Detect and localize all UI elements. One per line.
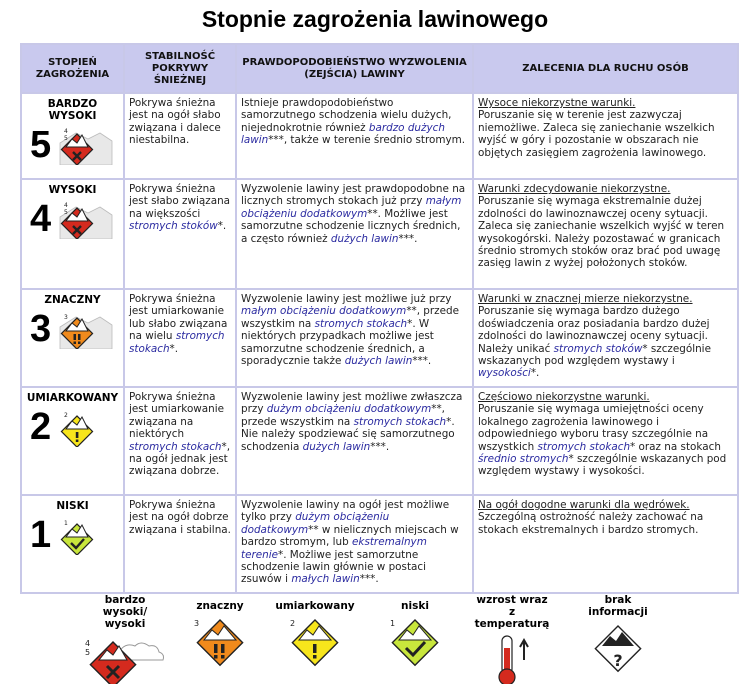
level-cell xyxy=(22,180,123,288)
danger-level-3-icon xyxy=(190,612,250,670)
level-number: 1 xyxy=(30,514,52,556)
level-cell xyxy=(22,496,123,592)
probability-cell: Wyzwolenie lawiny jest możliwe już przy małym obciążeniu dodatkowym**, przede wszystkim na stromych stokach*. W niektórych przypadkach możliwe jest samorzutne schodzenie średnich, a sporadycznie także dużych lawin***. xyxy=(237,290,472,386)
table-row xyxy=(22,94,737,178)
thermometer-icon xyxy=(462,630,562,684)
svg-text:2: 2 xyxy=(64,412,68,419)
legend-item xyxy=(380,594,450,674)
recommendation-cell: Warunki zdecydowanie niekorzystne. Poruszanie się wymaga ekstremalnie dużej zdolności do lawinoznawczej oceny sytuacji. Zaleca się zaniechanie wszelkich wyjść w teren wysokogórski. Należy pozostawać w granicach średnio stromych stoków oraz brać pod uwagę zasięg lawin z wyżej położonych stoków. xyxy=(474,180,737,288)
table-row xyxy=(22,290,737,386)
header-level: STOPIEŃ ZAGROŻENIA xyxy=(22,45,123,92)
stability-cell: Pokrywa śnieżna jest umiarkowanie lub słabo związana na wielu stromych stokach*. xyxy=(125,290,235,386)
legend-label: brak informacji xyxy=(588,594,648,618)
recommendation-cell: Warunki w znacznej mierze niekorzystne. Poruszanie się wymaga bardzo dużego doświadczenia oraz posiadania bardzo dużej zdolności do lawinoznawczej oceny sytuacji. Należy unikać stromych stoków* szczególnie wskazanych pod względem wystawy i wysokości*. xyxy=(474,290,737,386)
table-header-row xyxy=(22,45,737,92)
level-number: 3 xyxy=(30,308,52,350)
legend-item xyxy=(70,594,180,684)
header-recommendations: ZALECENIA DLA RUCHU OSÓB xyxy=(474,45,737,92)
level-name: BARDZO WYSOKI xyxy=(47,98,98,122)
legend-item xyxy=(462,594,562,684)
page-title: Stopnie zagrożenia lawinowego xyxy=(201,6,549,32)
danger-level-5-4-icon xyxy=(75,630,175,684)
table-row xyxy=(22,180,737,288)
svg-text:?: ? xyxy=(613,651,623,670)
recommendation-heading: Na ogół dogodne warunki dla wędrówek. xyxy=(478,499,690,511)
level-name: UMIARKOWANY xyxy=(26,392,119,404)
svg-text:4: 4 xyxy=(85,639,91,648)
svg-text:4: 4 xyxy=(64,202,68,209)
level-name: NISKI xyxy=(56,500,89,512)
legend-label: wzrost wraz z temperaturą xyxy=(474,594,550,630)
recommendation-cell: Częściowo niekorzystne warunki. Poruszanie się wymaga umiejętności oceny lokalnego zagrożenia lawinowego i odpowiedniego wyboru trasy szczególnie na wszystkich stromych stokach* oraz na stokach średnio stromych* szczególnie wskazanych pod względem wystawy i wysokości. xyxy=(474,388,737,494)
danger-level-2-icon xyxy=(270,612,360,670)
legend-label: znaczny xyxy=(196,600,244,612)
level-number: 2 xyxy=(30,406,52,448)
stability-cell: Pokrywa śnieżna jest na ogół dobrze związana i stabilna. xyxy=(125,496,235,592)
recommendation-cell: Wysoce niekorzystne warunki. Poruszanie się w terenie jest zazwyczaj niemożliwe. Zaleca się zaniechanie wszelkich wyjść w góry i pozostanie w obszarach nie objętych zasięgiem zagrożenia lawinowego. xyxy=(474,94,737,178)
svg-text:3: 3 xyxy=(64,314,68,321)
legend-item xyxy=(190,594,250,674)
legend-item xyxy=(270,594,360,674)
probability-cell: Wyzwolenie lawiny jest możliwe zwłaszcza przy dużym obciążeniu dodatkowym**, przede wszystkim na stromych stokach*. Nie należy spodziewać się samorzutnego schodzenia dużych lawin***. xyxy=(237,388,472,494)
stability-cell: Pokrywa śnieżna jest umiarkowanie związana na niektórych stromych stokach*, na ogół jednak jest związana dobrze. xyxy=(125,388,235,494)
svg-text:2: 2 xyxy=(290,619,296,628)
svg-text:1: 1 xyxy=(390,619,396,628)
danger-level-4-icon xyxy=(56,199,114,239)
no-information-icon xyxy=(578,618,658,676)
table-row xyxy=(22,388,737,494)
stability-cell: Pokrywa śnieżna jest słabo związana na większości stromych stoków*. xyxy=(125,180,235,288)
svg-text:4: 4 xyxy=(64,128,68,135)
legend xyxy=(70,594,690,682)
danger-level-3-icon xyxy=(56,309,114,349)
danger-level-1-icon xyxy=(380,612,450,670)
probability-cell: Istnieje prawdopodobieństwo samorzutnego schodzenia wielu dużych, niejednokrotnie również bardzo dużych lawin***, także w terenie średnio stromym. xyxy=(237,94,472,178)
stability-cell: Pokrywa śnieżna jest na ogół słabo związana i dalece niestabilna. xyxy=(125,94,235,178)
svg-text:5: 5 xyxy=(85,648,91,657)
danger-level-1-icon xyxy=(56,515,114,555)
svg-text:5: 5 xyxy=(64,209,68,216)
legend-item xyxy=(578,594,658,680)
svg-text:3: 3 xyxy=(194,619,200,628)
recommendation-heading: Warunki w znacznej mierze niekorzystne. xyxy=(478,293,693,305)
recommendation-heading: Wysoce niekorzystne warunki. xyxy=(478,97,636,109)
level-number: 4 xyxy=(30,198,52,240)
header-probability: PRAWDOPODOBIEŃSTWO WYZWOLENIA (ZEJŚCIA) LAWINY xyxy=(237,45,472,92)
svg-text:1: 1 xyxy=(64,520,68,527)
level-name: WYSOKI xyxy=(48,184,97,196)
level-name: ZNACZNY xyxy=(44,294,101,306)
legend-label: umiarkowany xyxy=(275,600,355,612)
danger-scale-table xyxy=(20,43,739,594)
level-cell xyxy=(22,94,123,178)
probability-cell: Wyzwolenie lawiny na ogół jest możliwe tylko przy dużym obciążeniu dodatkowym** w nielicznych miejscach w bardzo stromym, lub ekstremalnym terenie*. Możliwe jest samorzutne schodzenie lawin głównie w postaci zsuwów i małych lawin***. xyxy=(237,496,472,592)
recommendation-cell: Na ogół dogodne warunki dla wędrówek. Szczególną ostrożność należy zachować na stokach ekstremalnych i bardzo stromych. xyxy=(474,496,737,592)
table-row xyxy=(22,496,737,592)
svg-text:5: 5 xyxy=(64,135,68,142)
level-cell xyxy=(22,290,123,386)
header-stability: STABILNOŚĆ POKRYWY ŚNIEŻNEJ xyxy=(125,45,235,92)
recommendation-heading: Częściowo niekorzystne warunki. xyxy=(478,391,650,403)
danger-level-5-icon xyxy=(56,125,114,165)
probability-cell: Wyzwolenie lawiny jest prawdopodobne na licznych stromych stokach już przy małym obciążeniu dodatkowym**. Możliwe jest samorzutne schodzenie licznych średnich, a często również dużych lawin***. xyxy=(237,180,472,288)
recommendation-heading: Warunki zdecydowanie niekorzystne. xyxy=(478,183,671,195)
level-number: 5 xyxy=(30,124,52,166)
danger-level-2-icon xyxy=(56,407,114,447)
level-cell xyxy=(22,388,123,494)
legend-label: niski xyxy=(401,600,429,612)
legend-label: bardzo wysoki/ wysoki xyxy=(102,594,148,630)
